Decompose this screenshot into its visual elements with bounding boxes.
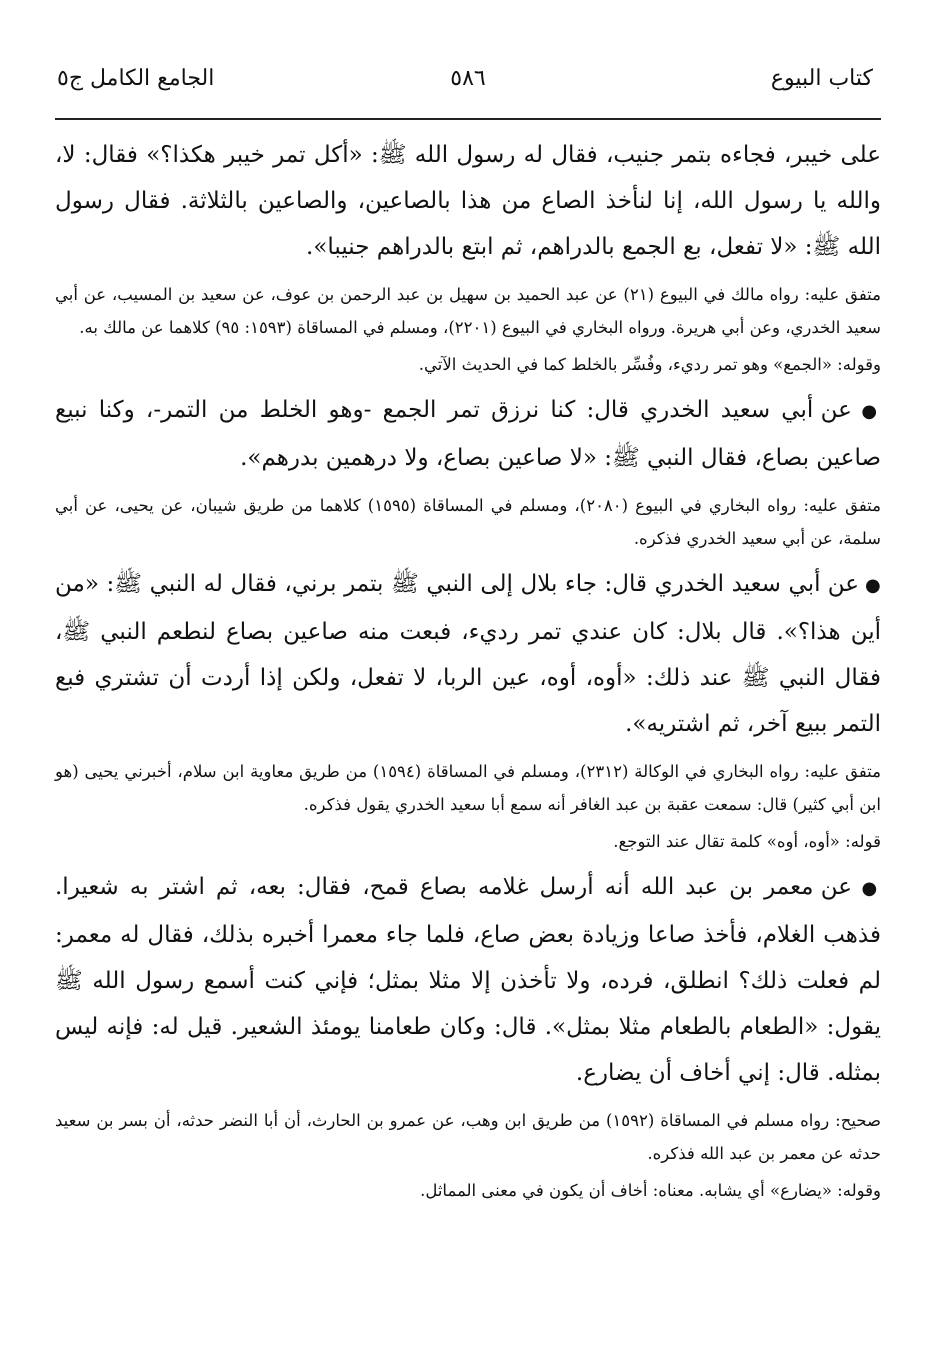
takhrij-note: متفق عليه: رواه مالك في البيوع (٢١) عن عبد الحميد بن سهيل بن عبد الرحمن بن عوف، عن سعيد بن المسيب، عن أبي سعيد الخدري، وعن أبي هريرة. ورواه البخاري في البيوع (٢٢٠١)، ومسلم في المساقاة (١٥٩٣: ٩٥) كلاهما عن مالك به. xyxy=(55,285,881,337)
hadith-text: ● عن معمر بن عبد الله أنه أرسل غلامه بصاع قمح، فقال: بعه، ثم اشتر به شعيرا. فذهب الغلام، فأخذ صاعا وزيادة بعض صاع، فلما جاء معمرا أخبره بذلك، فقال له معمر: لم فعلت ذلك؟ انطلق، فرده، ولا تأخذن إلا مثلا بمثل؛ فإني كنت أسمع رسول الله ﷺ يقول: «الطعام بالطعام مثلا بمثل». قال: وكان طعامنا يومئذ الشعير. قيل له: فإنه ليس بمثله. قال: إني أخاف أن يضارع. xyxy=(55,864,881,1096)
chapter-title: كتاب البيوع xyxy=(770,66,873,91)
hadith-text: ● عن أبي سعيد الخدري قال: جاء بلال إلى النبي ﷺ بتمر برني، فقال له النبي ﷺ: «من أين هذا؟». قال بلال: كان عندي تمر رديء، فبعت منه صاعين بصاع لنطعم النبي ﷺ، فقال النبي ﷺ عند ذلك: «أوه، أوه، عين الربا، لا تفعل، ولكن إذا أردت أن تشتري فبع التمر ببيع آخر، ثم اشتريه». xyxy=(55,561,881,747)
explanation-note: وقوله: «الجمع» وهو تمر رديء، وفُسِّر بالخلط كما في الحديث الآتي. xyxy=(418,355,881,374)
explanation-note: وقوله: «يضارع» أي يشابه. معناه: أخاف أن يكون في معنى المماثل. xyxy=(420,1181,881,1200)
book-page xyxy=(55,60,881,1370)
page-content xyxy=(55,120,881,1207)
hadith-text: ● عن أبي سعيد الخدري قال: كنا نرزق تمر الجمع -وهو الخلط من التمر-، وكنا نبيع صاعين بصاع، فقال النبي ﷺ: «لا صاعين بصاع، ولا درهمين بدرهم». xyxy=(55,387,881,481)
explanation-note: قوله: «أوه، أوه» كلمة تقال عند التوجع. xyxy=(613,832,881,851)
hadith-text: على خيبر، فجاءه بتمر جنيب، فقال له رسول الله ﷺ: «أكل تمر خيبر هكذا؟» فقال: لا، والله يا رسول الله، إنا لنأخذ الصاع من هذا بالصاعين، والصاعين بالثلاثة. فقال رسول الله ﷺ: «لا تفعل، بع الجمع بالدراهم، ثم ابتع بالدراهم جنيبا». xyxy=(55,142,881,260)
takhrij-note: متفق عليه: رواه البخاري في الوكالة (٢٣١٢)، ومسلم في المساقاة (١٥٩٤) من طريق معاوية ابن سلام، أخبرني يحيى (هو ابن أبي كثير) قال: سمعت عقبة بن عبد الغافر أنه سمع أبا سعيد الخدري يقول فذكره. xyxy=(55,762,881,814)
book-title: الجامع الكامل ج٥ xyxy=(57,66,215,91)
takhrij-note: صحيح: رواه مسلم في المساقاة (١٥٩٢) من طريق ابن وهب، عن عمرو بن الحارث، أن أبا النضر حدثه، أن بسر بن سعيد حدثه عن معمر بن عبد الله فذكره. xyxy=(55,1111,881,1163)
takhrij-note: متفق عليه: رواه البخاري في البيوع (٢٠٨٠)، ومسلم في المساقاة (١٥٩٥) كلاهما من طريق شيبان، عن يحيى، عن أبي سلمة، عن أبي سعيد الخدري فذكره. xyxy=(55,496,881,548)
page-number: ٥٨٦ xyxy=(450,66,486,91)
page-header xyxy=(55,60,881,120)
